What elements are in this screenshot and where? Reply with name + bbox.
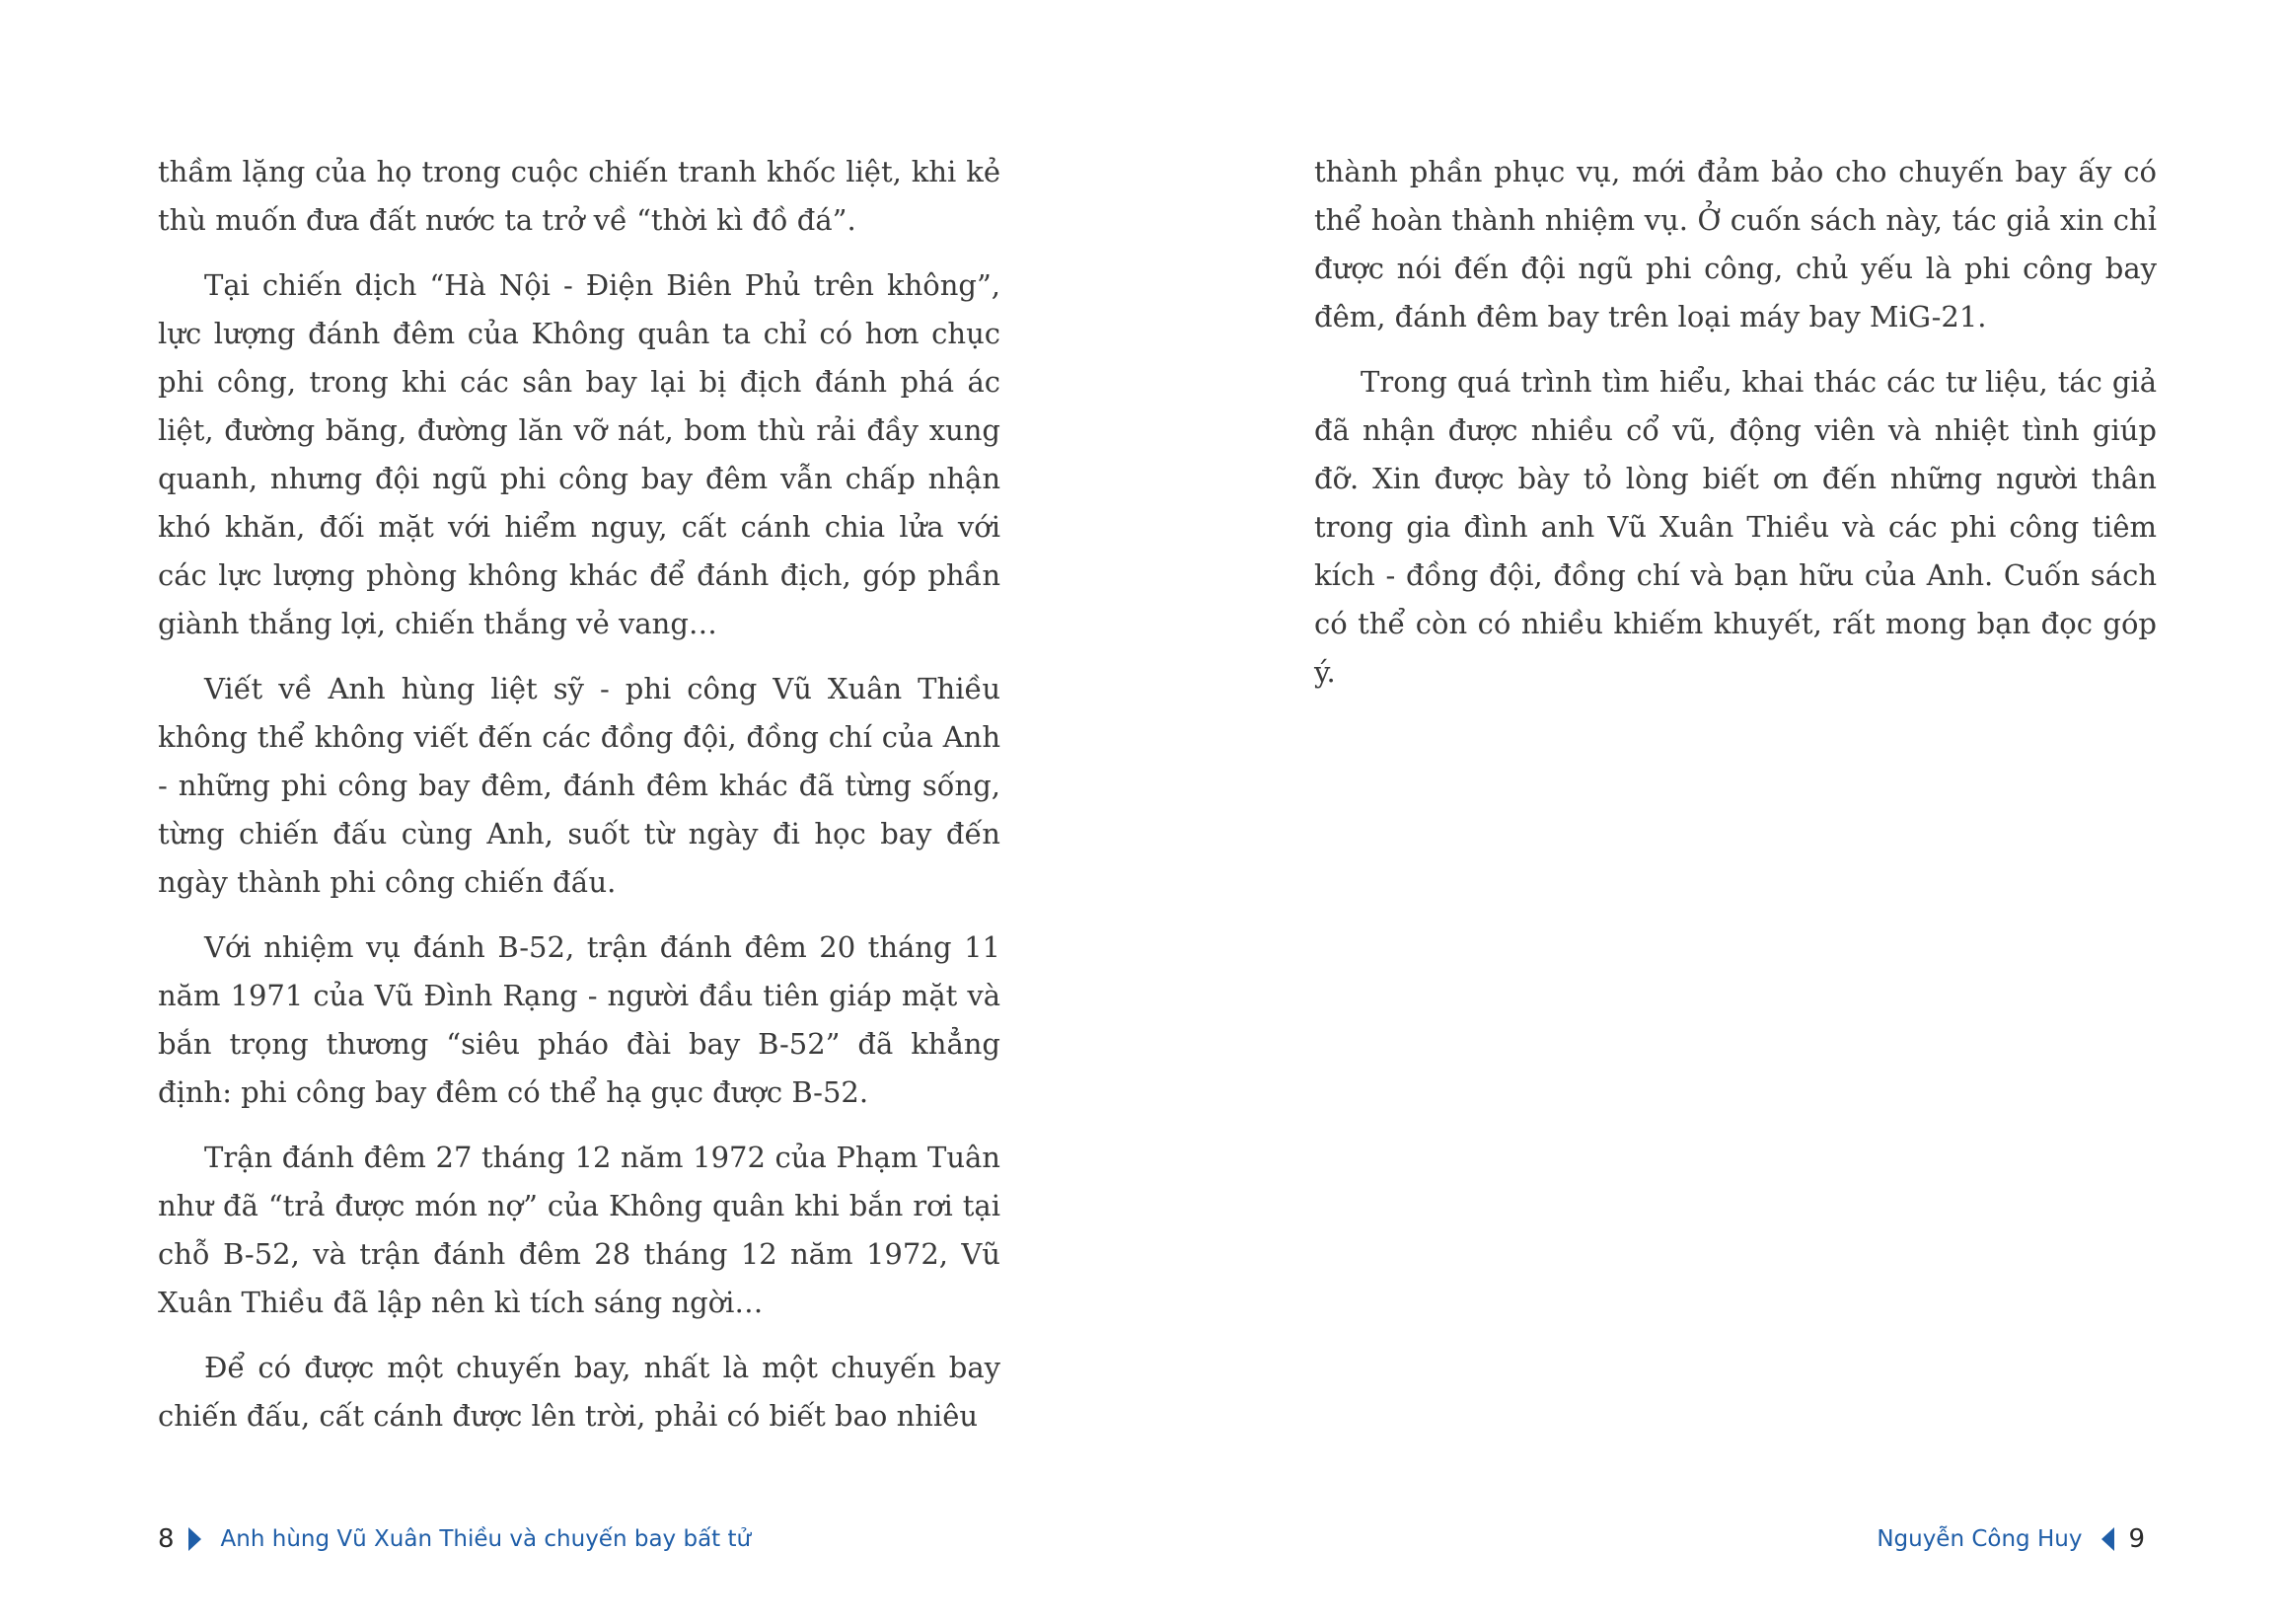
paragraph: thầm lặng của họ trong cuộc chiến tranh khốc liệt, khi kẻ thù muốn đưa đất nước ta trở về “thời kì đồ đá”. — [158, 155, 1000, 237]
right-page — [1142, 0, 2284, 1624]
paragraph: Để có được một chuyến bay, nhất là một chuyến bay chiến đấu, cất cánh được lên trời, phải có biết bao nhiêu — [158, 1351, 1000, 1433]
paragraph: Viết về Anh hùng liệt sỹ - phi công Vũ Xuân Thiều không thể không viết đến các đồng đội, đồng chí của Anh - những phi công bay đêm, đánh đêm khác đã từng sống, từng chiến đấu cùng Anh, suốt từ ngày đi học bay đến ngày thành phi công chiến đấu. — [158, 672, 1000, 899]
left-page-body — [158, 148, 1000, 1457]
paragraph: Tại chiến dịch “Hà Nội - Điện Biên Phủ trên không”, lực lượng đánh đêm của Không quân ta chỉ có hơn chục phi công, trong khi các sân bay lại bị địch đánh phá ác liệt, đường băng, đường lăn vỡ nát, bom thù rải đầy xung quanh, nhưng đội ngũ phi công bay đêm vẫn chấp nhận khó khăn, đối mặt với hiểm nguy, cất cánh chia lửa với các lực lượng phòng không khác để đánh địch, góp phần giành thắng lợi, chiến thắng vẻ vang… — [158, 268, 1000, 640]
paragraph: Với nhiệm vụ đánh B-52, trận đánh đêm 20 tháng 11 năm 1971 của Vũ Đình Rạng - người đầu tiên giáp mặt và bắn trọng thương “siêu pháo đài bay B-52” đã khẳng định: phi công bay đêm có thể hạ gục được B-52. — [158, 930, 1000, 1109]
page-number: 8 — [158, 1524, 175, 1554]
left-page-footer — [158, 1519, 751, 1559]
paragraph: Trận đánh đêm 27 tháng 12 năm 1972 của Phạm Tuân như đã “trả được món nợ” của Không quân khi bắn rơi tại chỗ B-52, và trận đánh đêm 28 tháng 12 năm 1972, Vũ Xuân Thiều đã lập nên kì tích sáng ngời… — [158, 1141, 1000, 1319]
right-page-body — [1314, 148, 2157, 713]
running-author: Nguyễn Công Huy — [1877, 1526, 2083, 1552]
triangle-right-icon — [188, 1527, 201, 1551]
page-number: 9 — [2128, 1524, 2145, 1554]
paragraph: Trong quá trình tìm hiểu, khai thác các tư liệu, tác giả đã nhận được nhiều cổ vũ, động viên và nhiệt tình giúp đỡ. Xin được bày tỏ lòng biết ơn đến những người thân trong gia đình anh Vũ Xuân Thiều và các phi công tiêm kích - đồng đội, đồng chí và bạn hữu của Anh. Cuốn sách có thể còn có nhiều khiếm khuyết, rất mong bạn đọc góp ý. — [1314, 365, 2157, 689]
running-title: Anh hùng Vũ Xuân Thiều và chuyến bay bất tử — [220, 1526, 752, 1552]
triangle-left-icon — [2101, 1527, 2114, 1551]
paragraph: thành phần phục vụ, mới đảm bảo cho chuyến bay ấy có thể hoàn thành nhiệm vụ. Ở cuốn sách này, tác giả xin chỉ được nói đến đội ngũ phi công, chủ yếu là phi công bay đêm, đánh đêm bay trên loại máy bay MiG-21. — [1314, 155, 2157, 333]
right-page-footer — [1877, 1519, 2145, 1559]
